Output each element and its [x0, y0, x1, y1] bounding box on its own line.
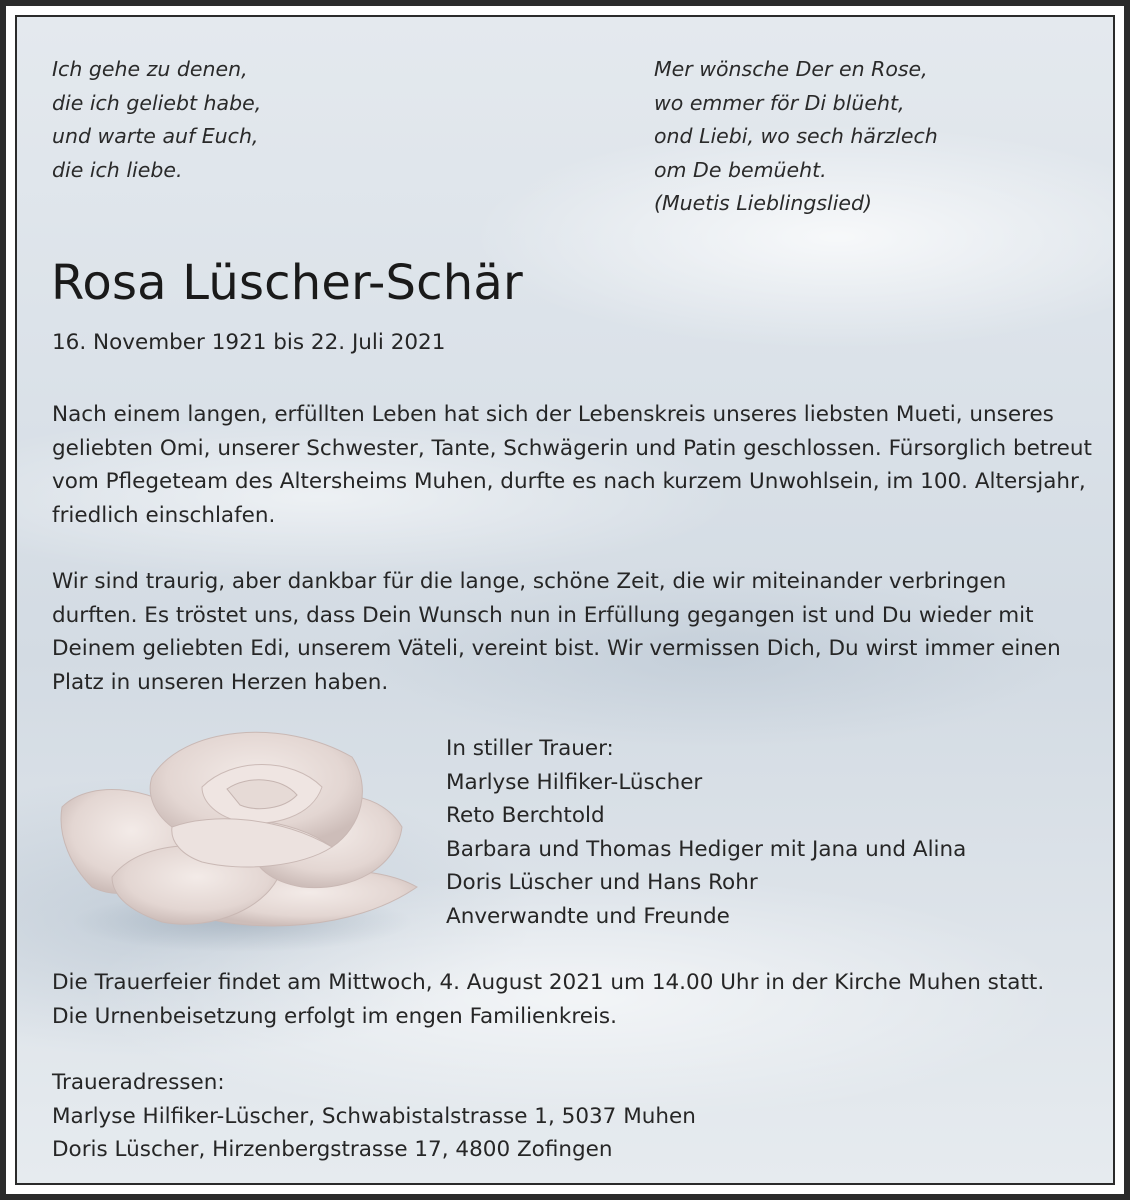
mourner-name: Anverwandte und Freunde	[446, 903, 730, 929]
address-line: Doris Lüscher, Hirzenbergstrasse 17, 4800 Zofingen	[52, 1137, 613, 1162]
mourner-name: Doris Lüscher und Hans Rohr	[446, 870, 758, 895]
mourning-addresses	[52, 1066, 696, 1167]
poem-left-line: die ich geliebt habe,	[52, 90, 262, 115]
poem-left-line: die ich liebe.	[52, 157, 183, 182]
poem-right	[654, 53, 938, 221]
deceased-name: Rosa Lüscher-Schär	[51, 255, 523, 311]
life-dates: 16. November 1921 bis 22. Juli 2021	[52, 330, 446, 355]
address-line: Marlyse Hilfiker-Lüscher, Schwabistalstrasse 1, 5037 Muhen	[52, 1103, 696, 1129]
obituary-paragraph-1: Nach einem langen, erfüllten Leben hat sich der Lebenskreis unseres liebsten Mueti, unseres geliebten Omi, unserer Schwester, Tante, Schwägerin und Patin geschlossen. Fürsorglich betreut vom Pflegeteam des Altersheims Muhen, durfte es nach kurzem Unwohlsein, im 100. Altersjahr, friedlich einschlafen.	[52, 402, 1092, 528]
mourners-heading: In stiller Trauer:	[446, 736, 614, 761]
poem-right-line: ond Liebi, wo sech härzlech	[654, 124, 938, 148]
poem-left-line: Ich gehe zu denen,	[52, 57, 248, 81]
obituary-paragraph-2: Wir sind traurig, aber dankbar für die lange, schöne Zeit, die wir miteinander verbringen durften. Es tröstet uns, dass Dein Wunsch nun in Erfüllung gegangen ist und Du wieder mit Deinem geliebten Edi, unserem Väteli, vereint bist. Wir vermissen Dich, Du wirst immer einen Platz in unseren Herzen haben.	[52, 569, 1061, 695]
ceremony-info	[52, 966, 1112, 1033]
mourners-list	[446, 732, 966, 933]
poem-right-source: (Muetis Lieblingslied)	[654, 191, 873, 215]
poem-left-line: und warte auf Euch,	[52, 124, 259, 148]
mourner-name: Barbara und Thomas Hediger mit Jana und Alina	[446, 836, 967, 862]
mourner-name: Reto Berchtold	[446, 803, 605, 828]
obituary-notice	[15, 15, 1115, 1185]
mourner-name: Marlyse Hilfiker-Lüscher	[446, 769, 703, 795]
poem-left	[52, 53, 261, 187]
poem-right-line: Mer wönsche Der en Rose,	[654, 57, 928, 81]
addresses-heading: Traueradressen:	[52, 1070, 225, 1095]
rose-image	[52, 717, 422, 957]
ceremony-line: Die Trauerfeier findet am Mittwoch, 4. August 2021 um 14.00 Uhr in der Kirche Muhen statt.	[52, 970, 1045, 995]
ceremony-line: Die Urnenbeisetzung erfolgt im engen Familienkreis.	[52, 1003, 617, 1029]
poem-right-line: wo emmer för Di blüeht,	[654, 90, 905, 115]
poem-right-line: om De bemüeht.	[654, 157, 827, 182]
